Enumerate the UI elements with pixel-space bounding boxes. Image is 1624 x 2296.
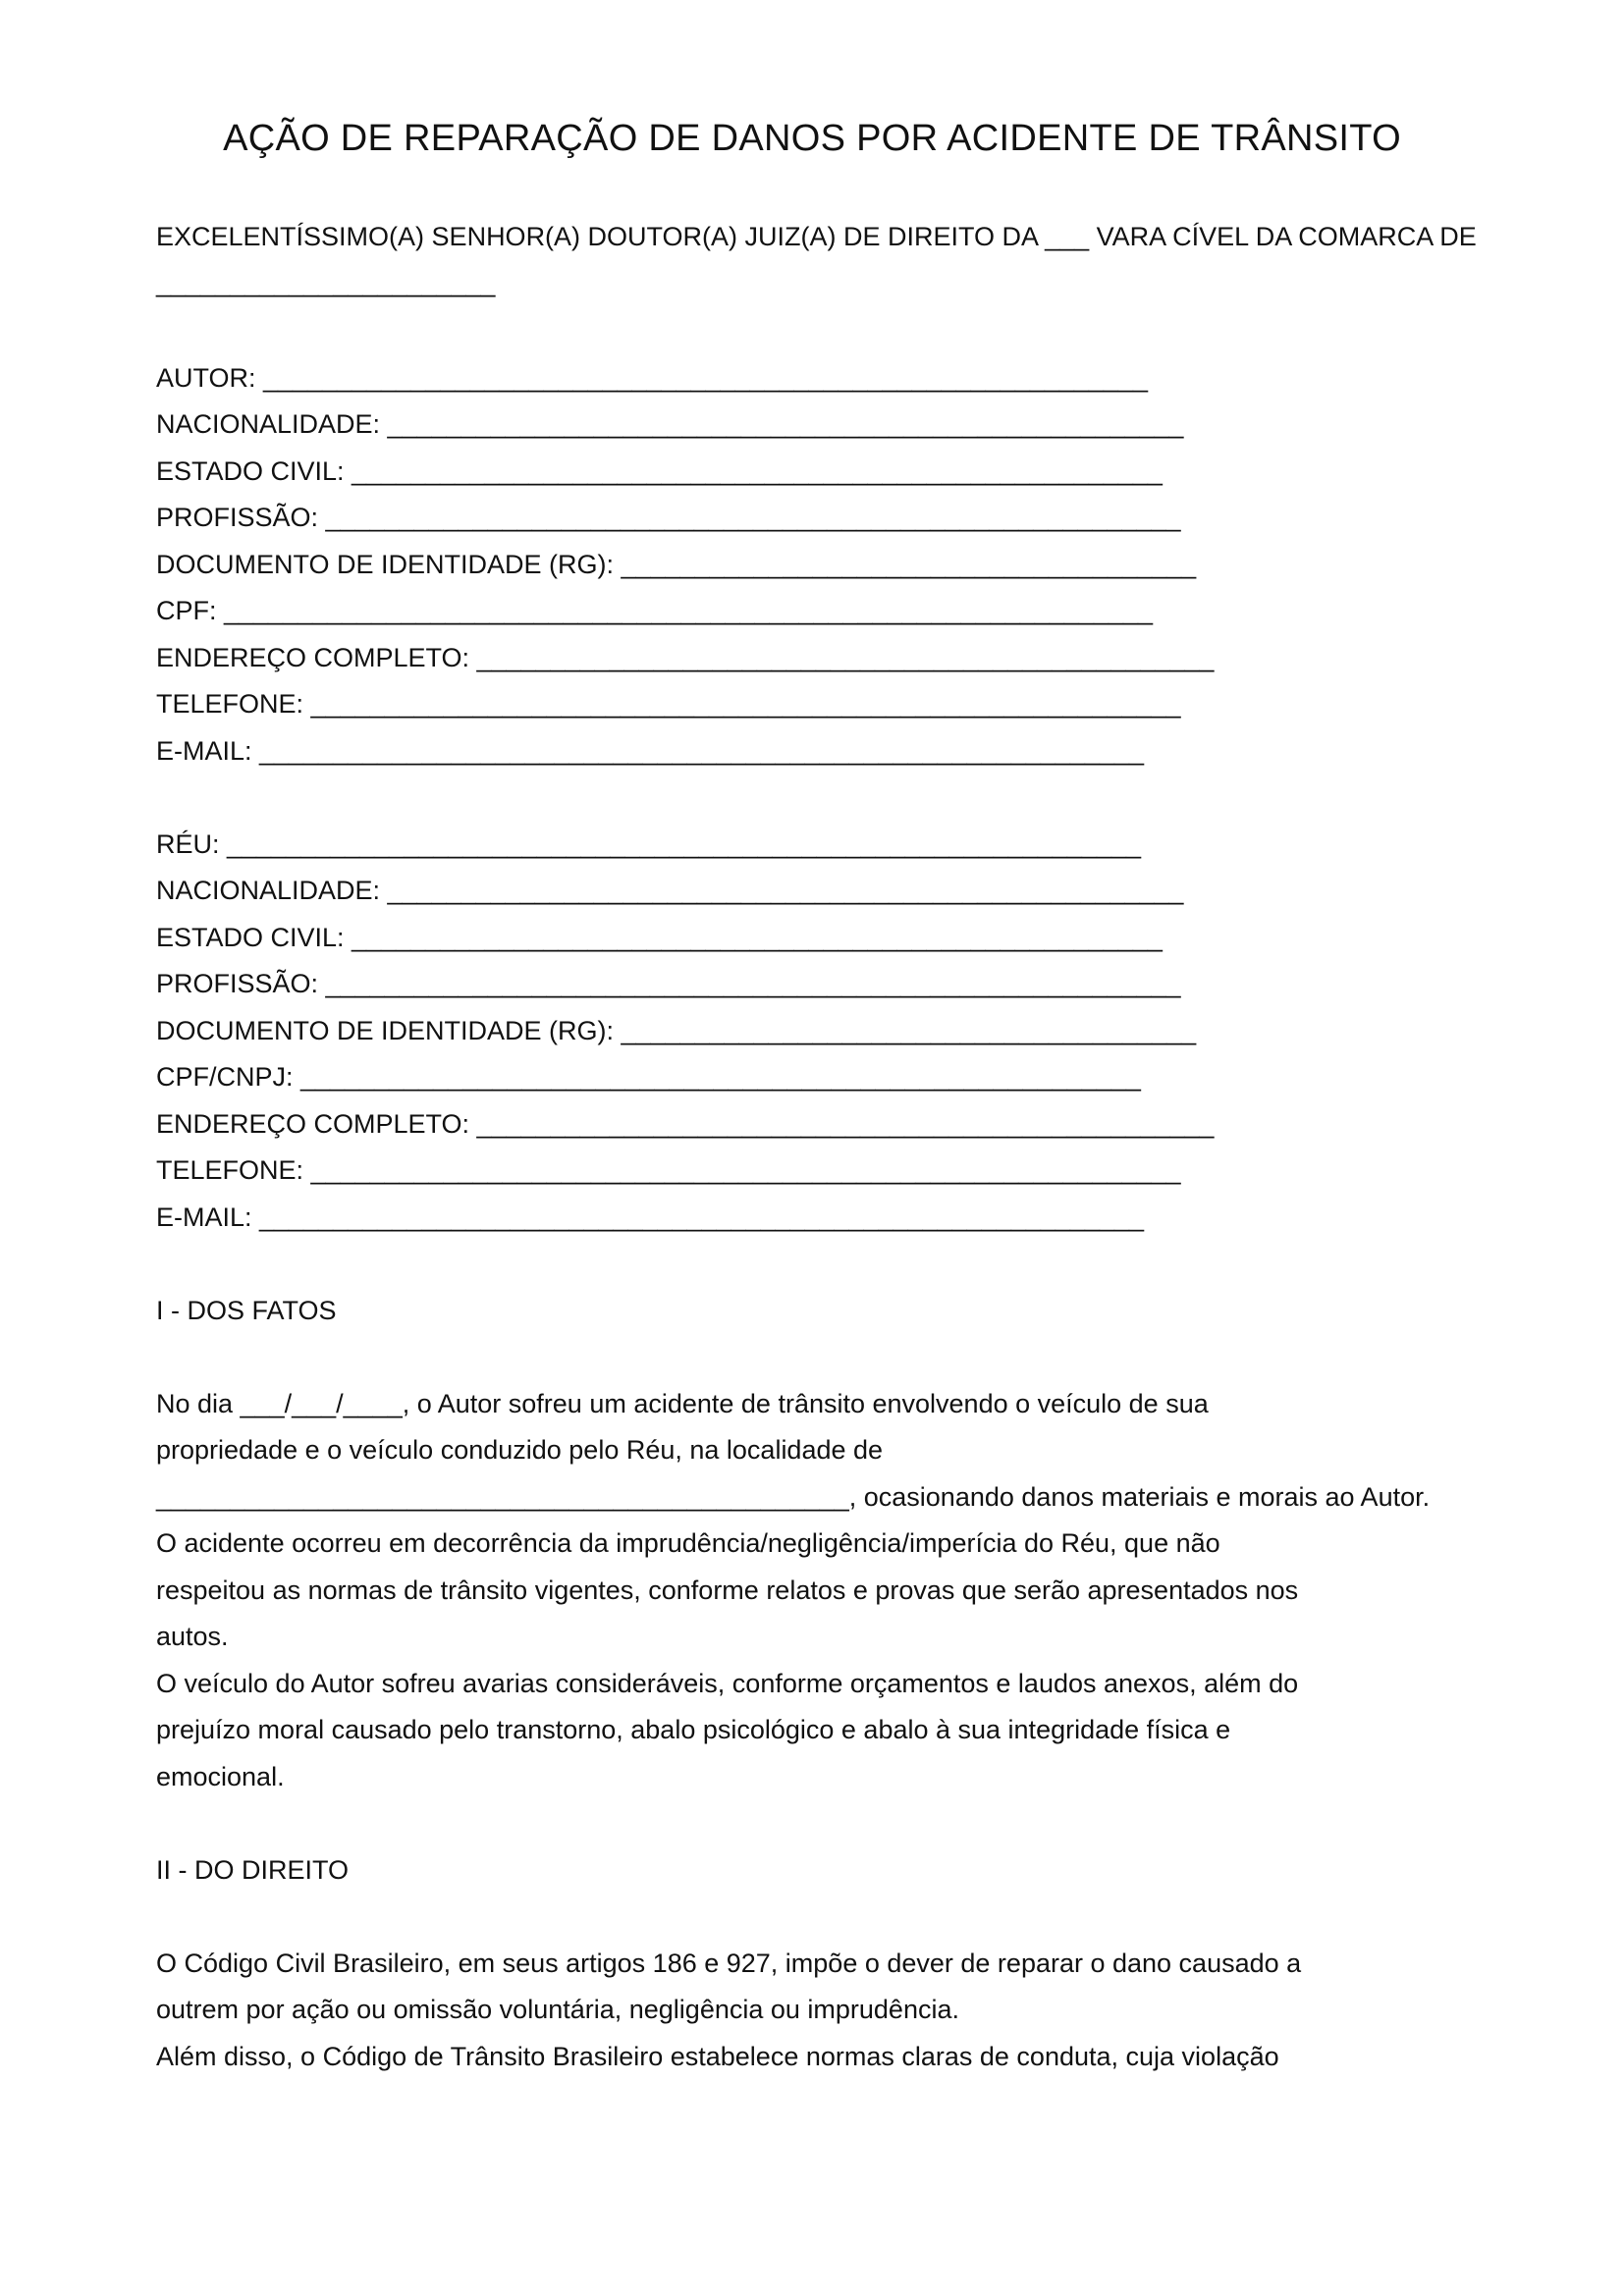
fatos-paragraph-line: emocional.: [156, 1762, 285, 1791]
direito-paragraph-line: O Código Civil Brasileiro, em seus artigos 186 e 927, impõe o dever de reparar o dano causado a: [156, 1949, 1302, 1978]
reu-rg-field: DOCUMENTO DE IDENTIDADE (RG): _______________________________________: [156, 1016, 1197, 1045]
section-heading-fatos: I - DOS FATOS: [156, 1296, 337, 1325]
autor-telefone-field: TELEFONE: ___________________________________________________________: [156, 689, 1181, 719]
fatos-paragraph-line: propriedade e o veículo conduzido pelo Réu, na localidade de: [156, 1435, 884, 1465]
direito-paragraph-line: Além disso, o Código de Trânsito Brasileiro estabelece normas claras de conduta, cuja violação: [156, 2042, 1279, 2071]
addressee-line: EXCELENTÍSSIMO(A) SENHOR(A) DOUTOR(A) JUIZ(A) DE DIREITO DA ___ VARA CÍVEL DA COMARCA DE: [156, 222, 1477, 251]
fatos-paragraph-line: O acidente ocorreu em decorrência da imprudência/negligência/imperícia do Réu, que não: [156, 1528, 1220, 1558]
autor-nacionalidade-field: NACIONALIDADE: ______________________________________________________: [156, 409, 1184, 439]
reu-endereco-field: ENDEREÇO COMPLETO: __________________________________________________: [156, 1109, 1215, 1139]
autor-field: AUTOR: ____________________________________________________________: [156, 363, 1148, 393]
autor-cpf-field: CPF: _______________________________________________________________: [156, 596, 1154, 625]
fatos-paragraph-line: _______________________________________________, ocasionando danos materiais e morais ao Autor.: [156, 1482, 1431, 1512]
fatos-paragraph-line: No dia ___/___/____, o Autor sofreu um acidente de trânsito envolvendo o veículo de sua: [156, 1389, 1209, 1418]
fatos-paragraph-line: prejuízo moral causado pelo transtorno, abalo psicológico e abalo à sua integridade física e: [156, 1715, 1231, 1744]
autor-estado-civil-field: ESTADO CIVIL: _______________________________________________________: [156, 456, 1163, 486]
reu-email-field: E-MAIL: ____________________________________________________________: [156, 1202, 1144, 1232]
fatos-paragraph-line: autos.: [156, 1622, 229, 1651]
autor-endereco-field: ENDEREÇO COMPLETO: __________________________________________________: [156, 643, 1215, 672]
autor-email-field: E-MAIL: ____________________________________________________________: [156, 736, 1144, 766]
direito-paragraph-line: outrem por ação ou omissão voluntária, negligência ou imprudência.: [156, 1995, 959, 2024]
fatos-paragraph-line: O veículo do Autor sofreu avarias consideráveis, conforme orçamentos e laudos anexos, além do: [156, 1669, 1299, 1698]
addressee-blank: _______________________: [156, 268, 496, 297]
reu-telefone-field: TELEFONE: ___________________________________________________________: [156, 1155, 1181, 1185]
fatos-paragraph-line: respeitou as normas de trânsito vigentes, conforme relatos e provas que serão apresentados nos: [156, 1575, 1299, 1605]
reu-profissao-field: PROFISSÃO: __________________________________________________________: [156, 969, 1181, 998]
reu-estado-civil-field: ESTADO CIVIL: _______________________________________________________: [156, 923, 1163, 952]
section-heading-direito: II - DO DIREITO: [156, 1855, 350, 1885]
reu-cpf-cnpj-field: CPF/CNPJ: _________________________________________________________: [156, 1062, 1141, 1092]
reu-nacionalidade-field: NACIONALIDADE: ______________________________________________________: [156, 876, 1184, 905]
autor-profissao-field: PROFISSÃO: __________________________________________________________: [156, 503, 1181, 532]
autor-rg-field: DOCUMENTO DE IDENTIDADE (RG): _______________________________________: [156, 550, 1197, 579]
document-title: AÇÃO DE REPARAÇÃO DE DANOS POR ACIDENTE DE TRÂNSITO: [223, 118, 1401, 159]
reu-field: RÉU: ______________________________________________________________: [156, 829, 1142, 859]
